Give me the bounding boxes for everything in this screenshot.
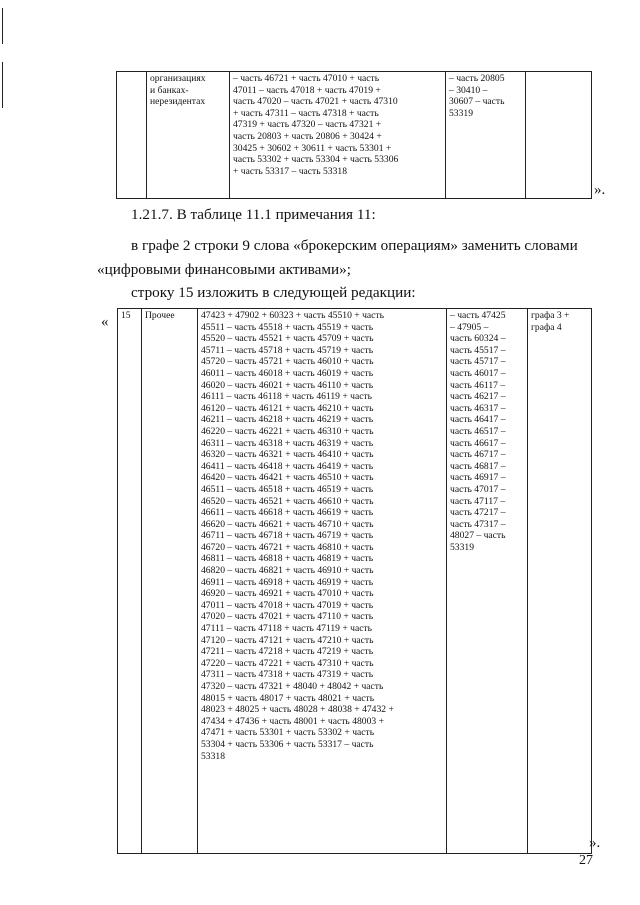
cell-line: 48023 + 48025 + часть 48028 + 48038 + 47432 + [201,704,394,716]
cell-line: нерезидентах [150,96,206,108]
cell-line: организациях [150,73,206,84]
cell-line: 47311 – часть 47318 + часть 47319 + часть [201,669,374,681]
cell-line: 46811 – часть 46818 + часть 46819 + часть [201,553,374,565]
closing-quote-mark: ». [589,835,601,851]
cell-line: 46720 – часть 46721 + часть 46810 + часть [201,541,374,553]
cell-line: часть 46917 – [450,472,506,484]
cell-line: – часть 47425 [450,310,506,321]
cell-line: часть 46317 – [450,402,506,414]
cell-line: 47111 – часть 47118 + часть 47119 + часть [201,623,373,635]
cell-line: 53318 [201,750,225,762]
cell-line: часть 46617 – [450,437,506,449]
paragraph-line: в графе 2 строки 9 слова «брокерским операциям» заменить словами [131,237,578,254]
row-number-cell [117,72,147,199]
cell-line: часть 46817 – [450,460,506,472]
row-name-cell [147,72,230,199]
cell-line: часть 46717 – [450,449,506,461]
cell-line: и банках- [150,84,189,96]
cell-line: 47211 – часть 47218 + часть 47219 + часть [201,646,374,658]
cell-line: 46020 – часть 46021 + часть 46110 + часть [201,379,374,391]
cell-line: 45720 – часть 45721 + часть 46010 + часть [201,356,374,368]
cell-line: 46211 – часть 46218 + часть 46219 + часть [201,414,374,426]
cell-line: + часть 53317 – часть 53318 [233,165,347,177]
table-fragment-top [116,71,592,199]
page-number: 27 [579,853,593,868]
cell-line: 53319 [450,541,474,553]
table-row [117,72,592,199]
cell-line: часть 47217 – [450,507,506,519]
cell-line: – 30410 – [449,84,488,96]
cell-line: 46820 – часть 46821 + часть 46910 + часть [201,565,374,577]
cell-line: 45511 – часть 45518 + часть 45519 + часть [201,321,374,333]
cell-line: 47020 – часть 47021 + часть 47110 + часть [201,611,374,623]
cell-line: 46520 – часть 46521 + часть 46610 + часть [201,495,374,507]
cell-line: – часть 46721 + часть 47010 + часть [233,73,380,84]
scan-edge-line [2,8,3,44]
cell-line: часть 45517 – [450,344,506,356]
cell-line: 46111 – часть 46118 + часть 46119 + часть [201,391,373,403]
cell-line: 46711 – часть 46718 + часть 46719 + часть [201,530,374,542]
cell-line: 46011 – часть 46018 + часть 46019 + часть [201,367,374,379]
accounts-cell [198,309,447,854]
cell-line: часть 46417 – [450,414,506,426]
total-cell [528,309,592,854]
cell-line: 46220 – часть 46221 + часть 46310 + часть [201,425,374,437]
cell-line: + часть 47311 – часть 47318 + часть [233,107,379,119]
item-heading: 1.21.7. В таблице 11.1 примечания 11: [131,206,376,223]
cell-line: 46120 – часть 46121 + часть 46210 + часть [201,402,374,414]
table-row [118,309,592,854]
cell-line: 48027 – часть [450,530,506,542]
accounts-cell [230,72,446,199]
cell-line: 30425 + 30602 + 30611 + часть 53301 + [233,142,392,154]
cell-line: 46620 – часть 46621 + часть 46710 + часть [201,518,374,530]
cell-line: 46920 – часть 46921 + часть 47010 + часть [201,588,374,600]
cell-line: графа 4 [531,321,562,333]
scan-edge-line [2,62,3,108]
total-cell [526,72,592,199]
cell-line: часть 46217 – [450,391,506,403]
cell-line: часть 45717 – [450,356,506,368]
cell-line: 46911 – часть 46918 + часть 46919 + часть [201,576,374,588]
cell-line: 53319 [449,107,473,119]
cell-line: 46311 – часть 46318 + часть 46319 + часть [201,437,374,449]
cell-line: часть 46117 – [450,379,506,391]
cell-line: 53304 + часть 53306 + часть 53317 – часть [201,738,374,750]
row-name-cell: Прочее [142,309,198,854]
cell-line: – 47905 – [450,321,489,333]
cell-line: 48015 + часть 48017 + часть 48021 + часть [201,692,375,704]
cell-line: 47120 – часть 47121 + часть 47210 + часть [201,634,374,646]
cell-line: 45520 – часть 45521 + часть 45709 + часть [201,333,374,345]
cell-line: 47220 – часть 47221 + часть 47310 + часть [201,657,374,669]
cell-line: часть 60324 – [450,333,506,345]
closing-quote-mark: ». [594,182,606,198]
cell-line: часть 47017 – [450,483,506,495]
cell-line: 46511 – часть 46518 + часть 46519 + часть [201,483,374,495]
cell-line: 45711 – часть 45718 + часть 45719 + часть [201,344,374,356]
cell-line: 47320 – часть 47321 + 48040 + 48042 + часть [201,681,384,692]
cell-line: 47011 – часть 47018 + часть 47019 + часть [201,599,374,611]
cell-line: – часть 20805 [449,73,505,84]
cell-line: 47434 + 47436 + часть 48001 + часть 48003 + [201,715,384,727]
opening-quote-mark: « [101,314,109,330]
minus-accounts-cell [447,309,528,854]
cell-line: 47423 + 47902 + 60323 + часть 45510 + часть [201,310,384,321]
cell-line: 47319 + часть 47320 – часть 47321 + [233,119,382,131]
cell-line: 46320 – часть 46321 + часть 46410 + часть [201,449,374,461]
cell-line: часть 20803 + часть 20806 + 30424 + [233,130,382,142]
table-row-15 [117,308,592,854]
cell-line: часть 47317 – [450,518,506,530]
cell-line: часть 47020 – часть 47021 + часть 47310 [233,96,398,108]
cell-line: 46411 – часть 46418 + часть 46419 + часть [201,460,374,472]
cell-line: 47011 – часть 47018 + часть 47019 + [233,84,381,96]
cell-line: часть 53302 + часть 53304 + часть 53306 [233,154,399,166]
cell-line: часть 47117 – [450,495,506,507]
minus-accounts-cell [446,72,526,199]
cell-line: 46611 – часть 46618 + часть 46619 + часть [201,507,374,519]
cell-line: 30607 – часть [449,96,505,108]
cell-line: часть 46517 – [450,425,506,437]
cell-line: 46420 – часть 46421 + часть 46510 + часть [201,472,374,484]
cell-line: часть 46017 – [450,367,506,379]
row-number-cell: 15 [118,309,142,854]
paragraph-line: строку 15 изложить в следующей редакции: [131,284,416,301]
cell-line: 47471 + часть 53301 + часть 53302 + часть [201,727,375,739]
cell-line: графа 3 + [531,310,570,321]
paragraph-line: «цифровыми финансовыми активами»; [97,261,351,278]
